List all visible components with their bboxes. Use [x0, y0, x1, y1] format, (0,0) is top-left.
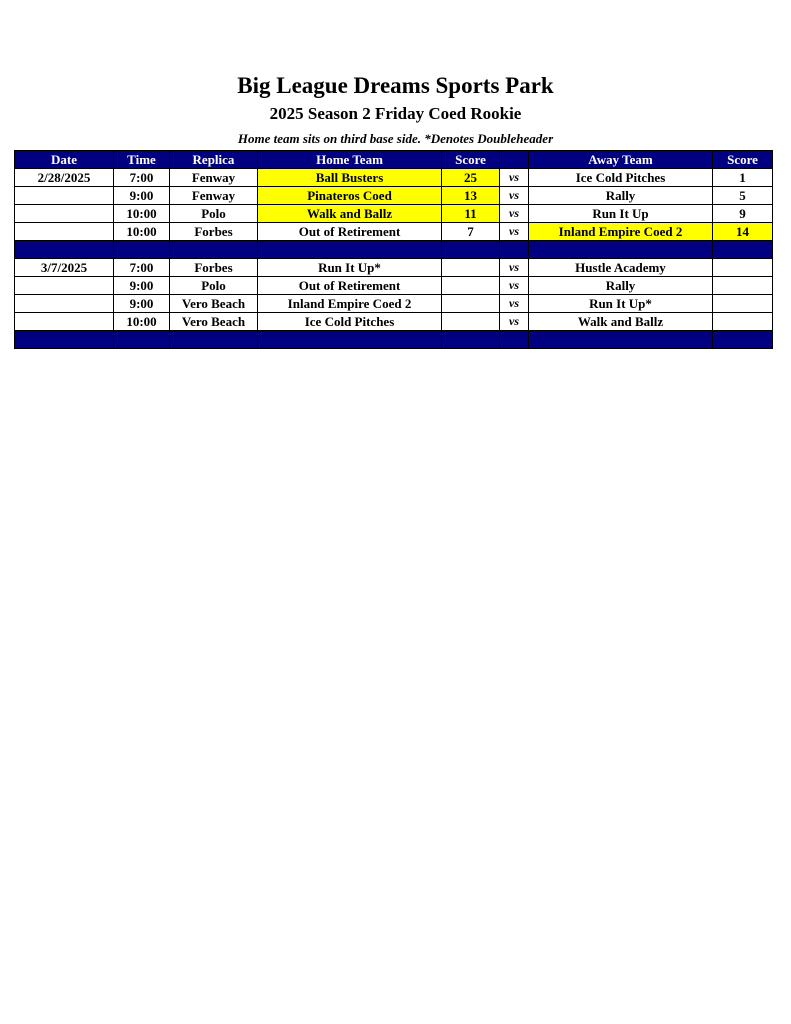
home-score-cell: 7 — [442, 223, 500, 241]
time-cell: 10:00 — [114, 223, 170, 241]
game-row — [15, 277, 773, 295]
separator-cell — [500, 241, 529, 259]
away-score-cell — [713, 313, 773, 331]
away-team-cell: Rally — [529, 187, 713, 205]
time-cell: 9:00 — [114, 295, 170, 313]
date-cell — [15, 205, 114, 223]
away-team-cell: Walk and Ballz — [529, 313, 713, 331]
vs-cell: vs — [500, 169, 529, 187]
date-cell — [15, 313, 114, 331]
date-cell — [15, 187, 114, 205]
separator-cell — [258, 331, 442, 349]
separator-cell — [529, 331, 713, 349]
game-row — [15, 205, 773, 223]
game-row — [15, 259, 773, 277]
game-row — [15, 169, 773, 187]
column-header-replica: Replica — [170, 151, 258, 169]
date-cell — [15, 277, 114, 295]
replica-cell: Vero Beach — [170, 313, 258, 331]
vs-cell: vs — [500, 313, 529, 331]
vs-cell: vs — [500, 187, 529, 205]
column-header-time: Time — [114, 151, 170, 169]
date-cell — [15, 223, 114, 241]
home-score-cell — [442, 277, 500, 295]
time-cell: 9:00 — [114, 277, 170, 295]
replica-cell: Forbes — [170, 259, 258, 277]
vs-cell: vs — [500, 259, 529, 277]
date-cell: 3/7/2025 — [15, 259, 114, 277]
away-score-cell — [713, 259, 773, 277]
home-score-cell — [442, 259, 500, 277]
separator-cell — [442, 241, 500, 259]
away-team-cell: Run It Up — [529, 205, 713, 223]
separator-cell — [15, 331, 114, 349]
column-header-home-score: Score — [442, 151, 500, 169]
away-score-cell — [713, 295, 773, 313]
separator-cell — [114, 331, 170, 349]
home-team-cell: Ice Cold Pitches — [258, 313, 442, 331]
home-team-cell: Run It Up* — [258, 259, 442, 277]
replica-cell: Forbes — [170, 223, 258, 241]
time-cell: 7:00 — [114, 259, 170, 277]
separator-cell — [15, 241, 114, 259]
home-score-cell — [442, 295, 500, 313]
schedule-body — [15, 169, 773, 349]
column-header-vs — [500, 151, 529, 169]
replica-cell: Polo — [170, 277, 258, 295]
separator-cell — [258, 241, 442, 259]
time-cell: 10:00 — [114, 313, 170, 331]
home-score-cell — [442, 313, 500, 331]
separator-cell — [170, 331, 258, 349]
replica-cell: Fenway — [170, 169, 258, 187]
page-subtitle: 2025 Season 2 Friday Coed Rookie — [269, 104, 522, 123]
vs-cell: vs — [500, 223, 529, 241]
vs-cell: vs — [500, 205, 529, 223]
separator-cell — [713, 331, 773, 349]
time-cell: 10:00 — [114, 205, 170, 223]
home-score-cell: 11 — [442, 205, 500, 223]
game-row — [15, 223, 773, 241]
home-score-cell: 25 — [442, 169, 500, 187]
away-team-cell: Inland Empire Coed 2 — [529, 223, 713, 241]
page-title: Big League Dreams Sports Park — [237, 73, 554, 98]
column-header-date: Date — [15, 151, 114, 169]
game-row — [15, 313, 773, 331]
column-header-away-score: Score — [713, 151, 773, 169]
game-row — [15, 187, 773, 205]
vs-cell: vs — [500, 277, 529, 295]
away-team-cell: Ice Cold Pitches — [529, 169, 713, 187]
separator-cell — [442, 331, 500, 349]
replica-cell: Vero Beach — [170, 295, 258, 313]
away-score-cell: 1 — [713, 169, 773, 187]
away-team-cell: Hustle Academy — [529, 259, 713, 277]
schedule-table — [14, 150, 773, 349]
time-cell: 9:00 — [114, 187, 170, 205]
separator-cell — [713, 241, 773, 259]
home-team-cell: Ball Busters — [258, 169, 442, 187]
column-header-home-team: Home Team — [258, 151, 442, 169]
away-score-cell: 5 — [713, 187, 773, 205]
schedule-note: Home team sits on third base side. *Denotes Doubleheader — [237, 131, 554, 146]
separator-cell — [529, 241, 713, 259]
away-team-cell: Rally — [529, 277, 713, 295]
time-cell: 7:00 — [114, 169, 170, 187]
replica-cell: Fenway — [170, 187, 258, 205]
away-score-cell: 14 — [713, 223, 773, 241]
separator-cell — [500, 331, 529, 349]
home-team-cell: Walk and Ballz — [258, 205, 442, 223]
away-score-cell: 9 — [713, 205, 773, 223]
date-cell — [15, 295, 114, 313]
away-score-cell — [713, 277, 773, 295]
vs-cell: vs — [500, 295, 529, 313]
away-team-cell: Run It Up* — [529, 295, 713, 313]
separator-cell — [170, 241, 258, 259]
separator-cell — [114, 241, 170, 259]
home-team-cell: Out of Retirement — [258, 223, 442, 241]
home-score-cell: 13 — [442, 187, 500, 205]
date-cell: 2/28/2025 — [15, 169, 114, 187]
home-team-cell: Inland Empire Coed 2 — [258, 295, 442, 313]
separator-row — [15, 331, 773, 349]
header-row — [15, 151, 773, 169]
separator-row — [15, 241, 773, 259]
home-team-cell: Pinateros Coed — [258, 187, 442, 205]
column-header-away-team: Away Team — [529, 151, 713, 169]
home-team-cell: Out of Retirement — [258, 277, 442, 295]
replica-cell: Polo — [170, 205, 258, 223]
game-row — [15, 295, 773, 313]
